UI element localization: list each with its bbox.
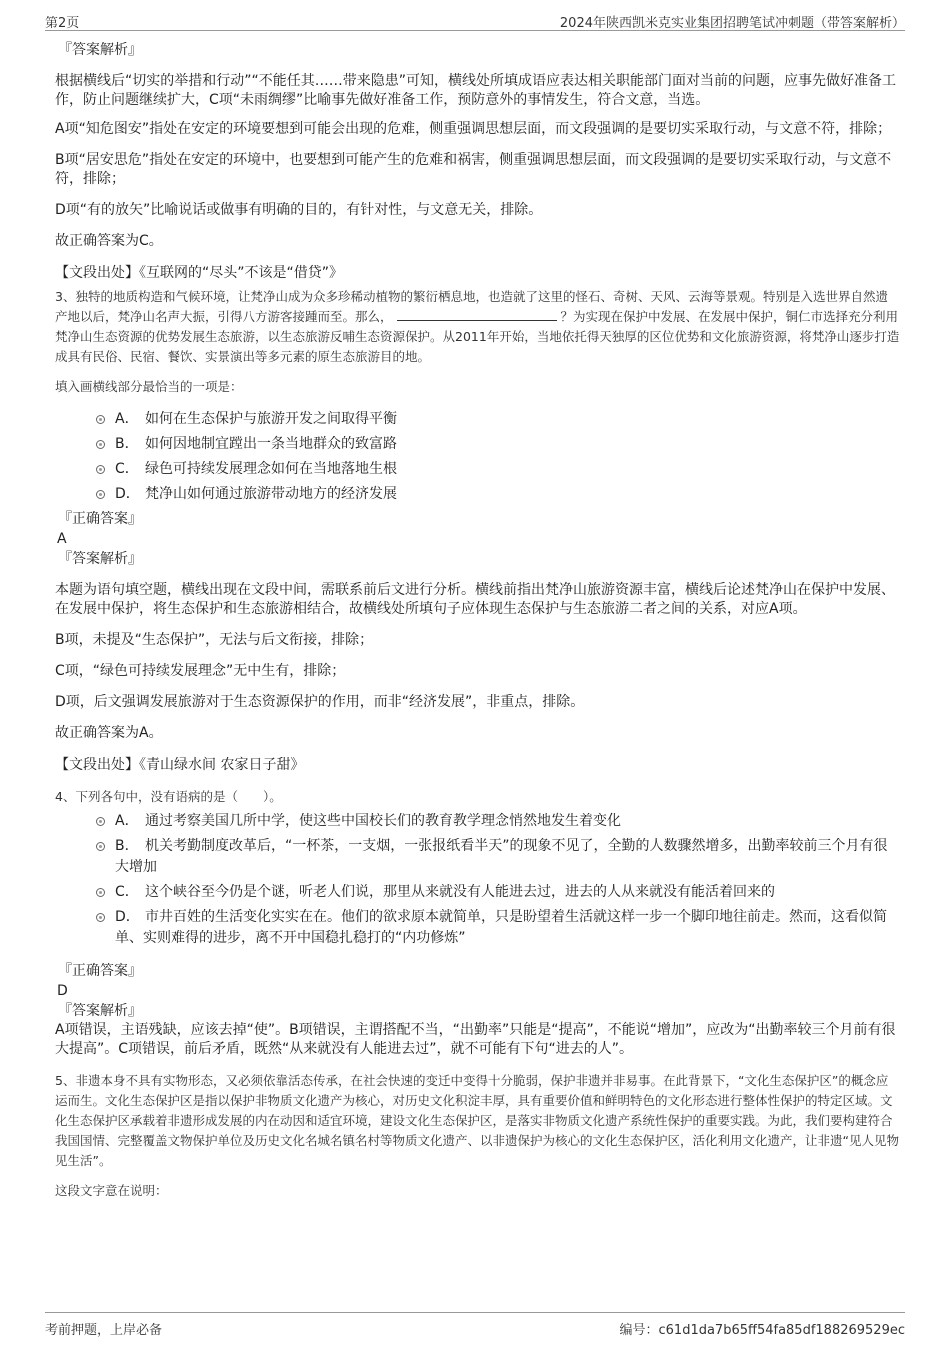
q3-analysis-p2: B项，未提及“生态保护”，无法与后文衔接，排除； xyxy=(55,632,374,648)
radio-icon[interactable] xyxy=(96,415,105,424)
option-text: 这个峡谷至今仍是个谜，听老人们说，那里从来就没有人能进去过，进去的人从来就没有能活着回来的 xyxy=(145,884,775,900)
q3-stem xyxy=(55,287,900,367)
option-text: 市井百姓的生活变化实实在在。他们的欲求原本就简单，只是盼望着生活就这样一步一个脚印地往前走。然而，这看似简单、实则难得的进步，离不开中国稳扎稳打的“内功修炼” xyxy=(115,909,887,946)
q5-stem: 5、非遗本身不具有实物形态，又必须依靠活态传承，在社会快速的变迁中变得十分脆弱，保护非遗并非易事。在此背景下，“文化生态保护区”的概念应运而生。文化生态保护区是指以保护非物质文化遗产为核心，对历史文化积淀丰厚，具有重要价值和鲜明特色的文化形态进行整体性保护的特定区域。文化生态保护区承载着非遗形成发展的内在动因和适宜环境，建设文化生态保护区，是落实非物质文化遗产系统性保护的重要实践。为此，我们要构建符合我国国情、完整覆盖文物保护单位及历史文化名城名镇名村等物质文化遗产、以非遗保护为核心的文化生态保护区，活化利用文化遗产，让非遗“见人见物见生活”。 xyxy=(55,1073,899,1168)
option-letter: A． xyxy=(115,411,139,427)
q2-analysis-p1: 根据横线后“切实的举措和行动”“不能任其……带来隐患”可知，横线处所填成语应表达相关职能部门面对当前的问题，应事先做好准备工作，防止问题继续扩大，C项“未雨绸缪”比喻事先做好准备工作，预防意外的事情发生，符合文意，当选。 xyxy=(55,73,897,108)
option-text: 绿色可持续发展理念如何在当地落地生根 xyxy=(145,461,397,477)
q3-stem-part2: ？为实现在保护中发展、在发展中保护，铜仁市选择充分利用梵净山生态资源的优势发展生态旅游，以生态旅游反哺生态资源保护。从2011年开始，当地依托得天独厚的区位优势和文化旅游资源，将梵净山逐步打造成具有民俗、民宿、餐饮、实景演出等多元素的原生态旅游目的地。 xyxy=(55,309,900,364)
radio-icon[interactable] xyxy=(96,440,105,449)
q5-prompt: 这段文字意在说明： xyxy=(55,1183,168,1198)
q4-option-c[interactable] xyxy=(55,882,900,903)
q4-answer: D xyxy=(57,983,68,999)
q3-source: 【文段出处】《青山绿水间 农家日子甜》 xyxy=(55,757,305,773)
option-letter: B． xyxy=(115,838,139,854)
q3-conclusion: 故正确答案为A。 xyxy=(55,725,163,741)
page-footer xyxy=(45,1312,905,1339)
q4-options xyxy=(55,811,900,949)
q2-analysis-p4: D项“有的放矢”比喻说话或做事有明确的目的，有针对性，与文意无关，排除。 xyxy=(55,202,543,218)
option-letter: B． xyxy=(115,436,139,452)
page-content xyxy=(55,40,900,1201)
document-title: 2024年陕西凯米克实业集团招聘笔试冲刺题（带答案解析） xyxy=(559,16,905,31)
q3-fill-blank xyxy=(397,308,557,321)
footer-slogan: 考前押题，上岸必备 xyxy=(45,1323,163,1338)
q2-analysis-p3: B项“居安思危”指处在安定的环境中，也要想到可能产生的危难和祸害，侧重强调思想层面，而文段强调的是要切实采取行动，与文意不符，排除； xyxy=(55,152,892,187)
radio-icon[interactable] xyxy=(96,490,105,499)
q4-option-b[interactable] xyxy=(55,836,900,878)
option-letter: D． xyxy=(115,486,140,502)
q3-option-c[interactable] xyxy=(55,459,900,480)
q3-option-d[interactable] xyxy=(55,484,900,505)
document-code: 编号：c61d1da7b65ff54fa85df188269529ec xyxy=(619,1323,905,1338)
q3-answer: A xyxy=(57,531,67,547)
radio-icon[interactable] xyxy=(96,817,105,826)
q3-option-a[interactable] xyxy=(55,409,900,430)
q3-prompt: 填入画横线部分最恰当的一项是： xyxy=(55,379,243,394)
q4-answer-label: 『正确答案』 xyxy=(58,963,142,979)
q3-stem-part1: 3、独特的地质构造和气候环境，让梵净山成为众多珍稀动植物的繁衍栖息地，也造就了这里的怪石、奇树、天风、云海等景观。特别是入选世界自然遗产地以后，梵净山名声大振，引得八方游客接踵而至。那么， xyxy=(55,289,888,324)
radio-icon[interactable] xyxy=(96,842,105,851)
q2-source: 【文段出处】《互联网的“尽头”不该是“借贷”》 xyxy=(55,265,344,281)
q3-analysis-label: 『答案解析』 xyxy=(58,551,142,567)
option-letter: C． xyxy=(115,884,139,900)
q3-analysis-p1: 本题为语句填空题，横线出现在文段中间，需联系前后文进行分析。横线前指出梵净山旅游资源丰富，横线后论述梵净山在保护中发展、在发展中保护，将生态保护和生态旅游相结合，故横线处所填句子应体现生态保护与生态旅游二者之间的关系，对应A项。 xyxy=(55,582,895,617)
option-text: 如何在生态保护与旅游开发之间取得平衡 xyxy=(145,411,397,427)
q4-option-d[interactable] xyxy=(55,907,900,949)
page-number: 第2页 xyxy=(45,16,80,31)
option-text: 如何因地制宜蹚出一条当地群众的致富路 xyxy=(145,436,397,452)
q2-analysis-p2: A项“知危图安”指处在安定的环境要想到可能会出现的危难，侧重强调思想层面，而文段强调的是要切实采取行动，与文意不符，排除； xyxy=(55,121,892,137)
q4-analysis-p1: A项错误，主语残缺，应该去掉“使”。B项错误，主谓搭配不当，“出勤率”只能是“提高”，不能说“增加”，应改为“出勤率较三个月前有很大提高”。C项错误，前后矛盾，既然“从来就没有人能进去过”，就不可能有下句“进去的人”。 xyxy=(55,1022,896,1057)
q3-analysis-p3: C项，“绿色可持续发展理念”无中生有，排除； xyxy=(55,663,346,679)
q2-analysis-label: 『答案解析』 xyxy=(58,42,142,58)
q4-option-a[interactable] xyxy=(55,811,900,832)
q4-analysis-label: 『答案解析』 xyxy=(58,1003,142,1019)
option-text: 机关考勤制度改革后，“一杯茶，一支烟，一张报纸看半天”的现象不见了，全勤的人数骤然增多，出勤率较前三个月有很大增加 xyxy=(115,838,888,875)
radio-icon[interactable] xyxy=(96,465,105,474)
q3-analysis-p4: D项，后文强调发展旅游对于生态资源保护的作用，而非“经济发展”，非重点，排除。 xyxy=(55,694,585,710)
q3-answer-label: 『正确答案』 xyxy=(58,511,142,527)
option-letter: A． xyxy=(115,813,139,829)
q3-option-b[interactable] xyxy=(55,434,900,455)
q2-conclusion: 故正确答案为C。 xyxy=(55,233,163,249)
option-letter: D． xyxy=(115,909,140,925)
option-letter: C． xyxy=(115,461,139,477)
option-text: 梵净山如何通过旅游带动地方的经济发展 xyxy=(145,486,397,502)
radio-icon[interactable] xyxy=(96,888,105,897)
page-header xyxy=(45,8,905,31)
option-text: 通过考察美国几所中学，使这些中国校长们的教育教学理念悄然地发生着变化 xyxy=(145,813,621,829)
radio-icon[interactable] xyxy=(96,913,105,922)
q4-stem: 4、下列各句中，没有语病的是（ ）。 xyxy=(55,789,282,804)
q3-options xyxy=(55,409,900,505)
